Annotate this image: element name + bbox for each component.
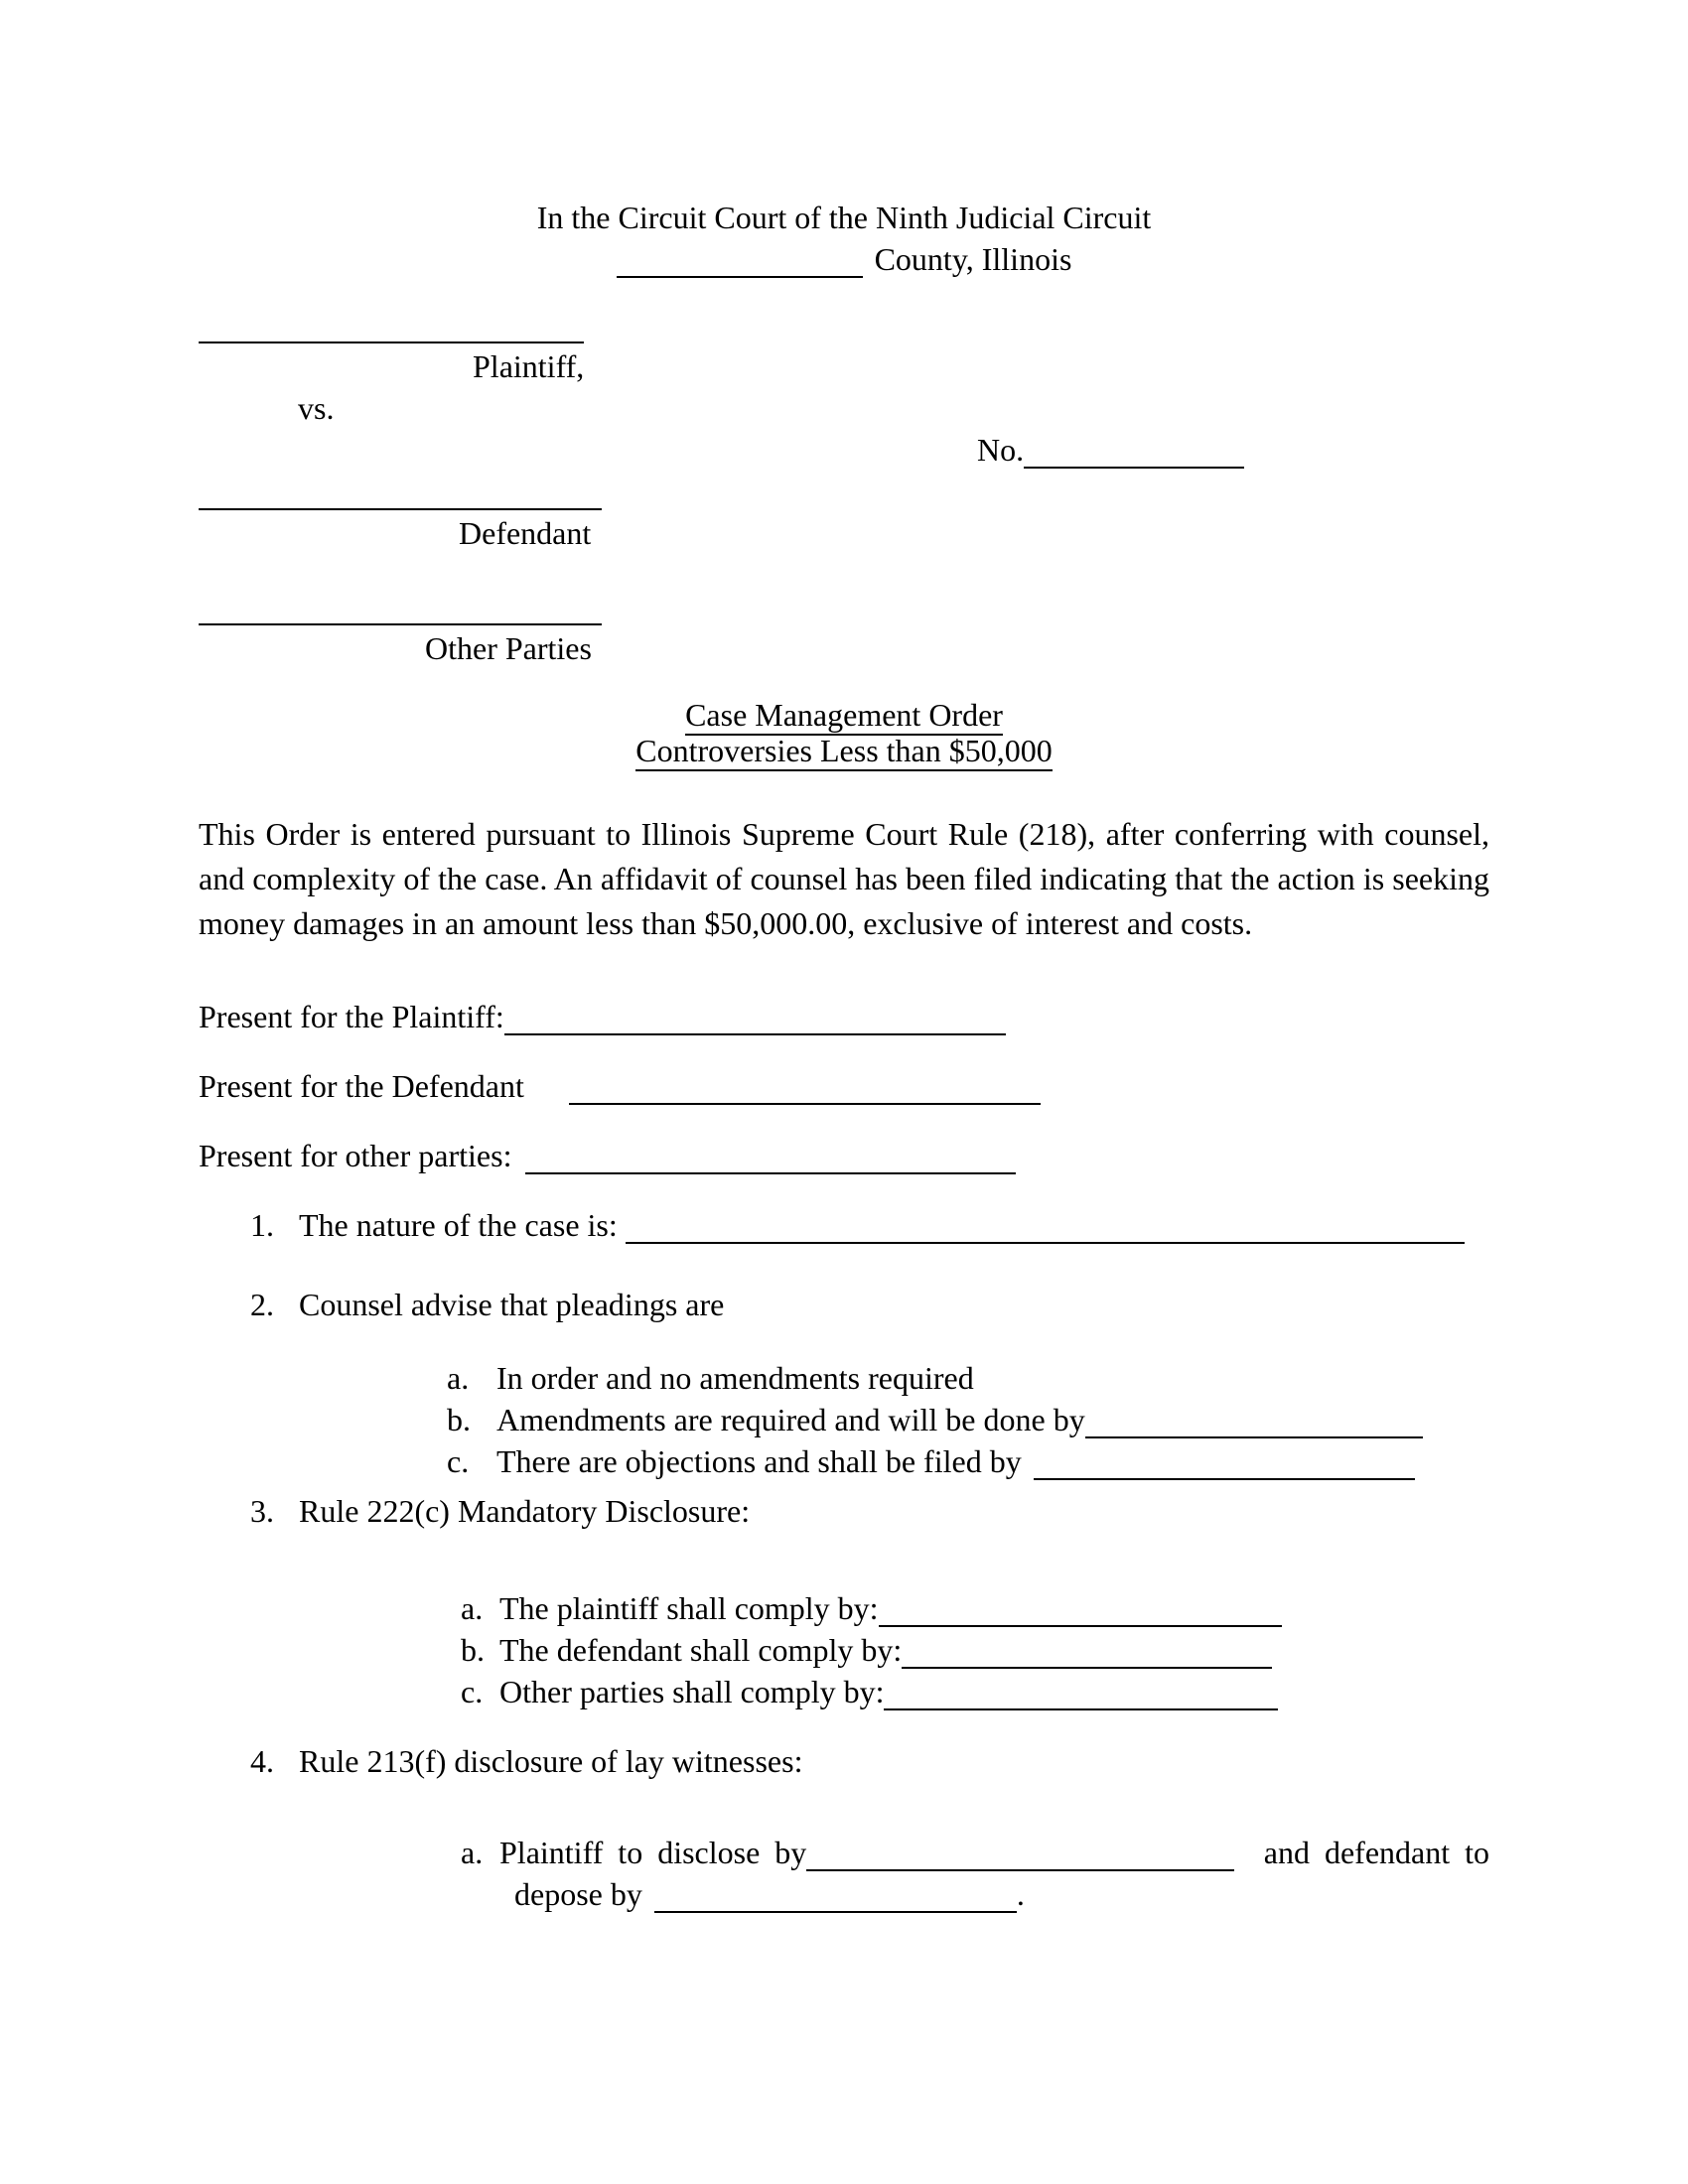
item-3c-row	[199, 1671, 1489, 1712]
present-plaintiff-label: Present for the Plaintiff:	[199, 999, 504, 1034]
other-parties-comply-by-field[interactable]	[884, 1679, 1278, 1710]
item-3b-letter: b.	[461, 1632, 485, 1668]
court-header-line1: In the Circuit Court of the Ninth Judicial Circuit	[536, 200, 1152, 235]
item-3c-text: Other parties shall comply by:	[499, 1674, 885, 1709]
intro-paragraph: This Order is entered pursuant to Illinois Supreme Court Rule (218), after conferring with counsel, and complexity of the case. An affidavit of counsel has been filed indicating that the action is seeking money damages in an amount less than $50,000.00, exclusive of interest and costs.	[199, 816, 1489, 941]
item-4a-text-part1: Plaintiff to disclose by	[499, 1835, 807, 1870]
item-3b-row	[199, 1629, 1489, 1671]
item-3-text: Rule 222(c) Mandatory Disclosure:	[299, 1493, 751, 1529]
item-3-row	[199, 1490, 1489, 1532]
item-3a-row	[199, 1587, 1489, 1629]
item-3-number: 3.	[250, 1493, 274, 1529]
plaintiff-name-field[interactable]	[199, 312, 584, 343]
item-2-number: 2.	[250, 1287, 274, 1322]
amendments-done-by-field[interactable]	[1085, 1407, 1423, 1438]
defendant-name-row	[199, 471, 1489, 512]
case-number-label: No.	[977, 432, 1025, 468]
present-defendant-label: Present for the Defendant	[199, 1068, 524, 1104]
title-line1-text: Case Management Order	[685, 697, 1003, 736]
item-2-row	[199, 1284, 1489, 1325]
defendant-depose-by-field[interactable]	[654, 1881, 1017, 1913]
plaintiff-label: Plaintiff,	[473, 348, 585, 384]
item-2-subitems	[199, 1357, 1489, 1482]
other-parties-name-field[interactable]	[199, 594, 602, 625]
other-parties-name-row	[199, 586, 1489, 627]
item-4a-period: .	[1016, 1876, 1025, 1912]
item-1-number: 1.	[250, 1207, 274, 1243]
item-2c-row	[199, 1440, 1489, 1482]
present-defendant-row	[199, 1065, 1489, 1107]
plaintiff-disclose-by-field[interactable]	[806, 1840, 1234, 1871]
item-3a-text: The plaintiff shall comply by:	[499, 1590, 879, 1626]
item-2-text: Counsel advise that pleadings are	[299, 1287, 725, 1322]
item-1-row	[199, 1204, 1489, 1246]
item-4-text: Rule 213(f) disclosure of lay witnesses:	[299, 1743, 803, 1779]
item-2a-text: In order and no amendments required	[496, 1360, 974, 1396]
item-2a-row	[199, 1357, 1489, 1399]
item-2a-letter: a.	[447, 1360, 470, 1396]
item-2b-row	[199, 1399, 1489, 1440]
item-4a-letter: a.	[461, 1835, 484, 1870]
item-2b-text: Amendments are required and will be done by	[496, 1402, 1085, 1437]
item-3-subitems	[199, 1587, 1489, 1712]
present-other-parties-field[interactable]	[525, 1143, 1016, 1174]
objections-filed-by-field[interactable]	[1034, 1448, 1415, 1480]
present-other-parties-row	[199, 1135, 1489, 1176]
present-other-parties-label: Present for other parties:	[199, 1138, 512, 1173]
item-4a-text-part2: and defendant to	[1263, 1835, 1489, 1870]
item-4-number: 4.	[250, 1743, 274, 1779]
county-suffix-label: County, Illinois	[874, 241, 1072, 277]
present-plaintiff-row	[199, 996, 1489, 1037]
present-plaintiff-field[interactable]	[504, 1004, 1006, 1035]
item-4-row	[199, 1740, 1489, 1782]
item-4a-row-line1	[199, 1832, 1489, 1873]
case-number-field[interactable]	[1024, 437, 1244, 469]
plaintiff-comply-by-field[interactable]	[879, 1595, 1282, 1627]
vs-label: vs.	[298, 390, 335, 426]
document-title-line2	[199, 733, 1489, 768]
item-3b-text: The defendant shall comply by:	[499, 1632, 903, 1668]
page-content	[199, 0, 1489, 1915]
defendant-name-field[interactable]	[199, 478, 602, 510]
item-4a-text-part3: depose by	[514, 1876, 642, 1912]
item-2c-text: There are objections and shall be filed by	[496, 1443, 1022, 1479]
item-3a-letter: a.	[461, 1590, 484, 1626]
item-4a-left-segment	[461, 1832, 1234, 1873]
case-number-row	[977, 429, 1489, 471]
defendant-label: Defendant	[459, 515, 592, 551]
nature-of-case-field[interactable]	[626, 1212, 1465, 1244]
item-2c-letter: c.	[447, 1443, 470, 1479]
defendant-comply-by-field[interactable]	[902, 1637, 1272, 1669]
present-defendant-field[interactable]	[569, 1073, 1041, 1105]
item-4a-row-line2	[199, 1873, 1489, 1915]
item-3c-letter: c.	[461, 1674, 484, 1709]
plaintiff-name-row	[199, 304, 1489, 345]
county-blank-field[interactable]	[617, 246, 863, 278]
item-2b-letter: b.	[447, 1402, 471, 1437]
title-line2-text: Controversies Less than $50,000	[635, 733, 1053, 771]
item-1-text: The nature of the case is:	[299, 1207, 618, 1243]
court-header-line2	[199, 238, 1489, 280]
document-title-line1	[199, 697, 1489, 733]
other-parties-label: Other Parties	[425, 630, 592, 666]
